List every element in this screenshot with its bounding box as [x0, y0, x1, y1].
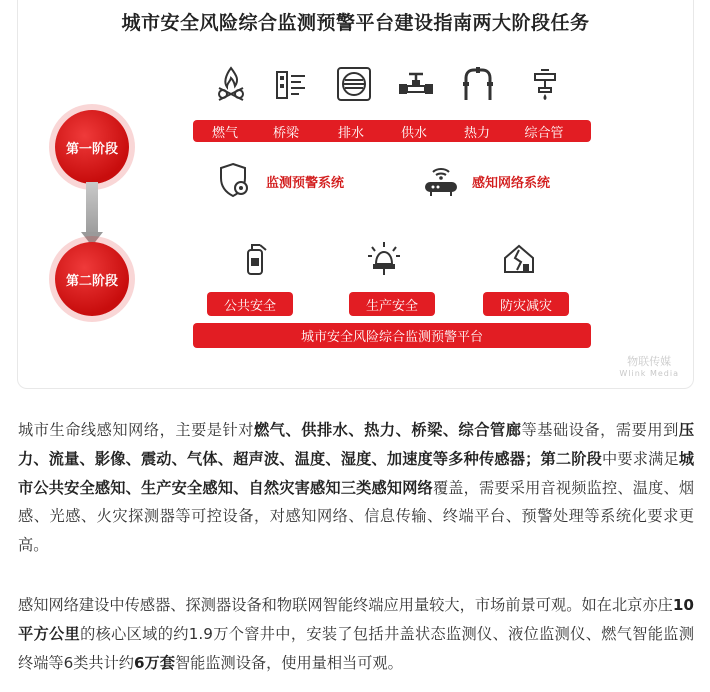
categories-bar [193, 120, 591, 142]
public-safety-pill: 公共安全 [207, 292, 293, 316]
gas-flame-icon [211, 64, 251, 104]
p1-text-1: 城市生命线感知网络，主要是针对 [18, 421, 255, 439]
p2-bold-1: 10平方公里 [18, 596, 694, 643]
category-heating: 热力 [463, 125, 490, 141]
shield-gear-icon [215, 160, 255, 200]
watermark-en: Wlink Media [619, 369, 679, 378]
p1-text-2: 等基础设备，需要用到 [521, 421, 679, 439]
production-safety-pill: 生产安全 [349, 292, 435, 316]
p2-text-2: 的核心区域的约1.9万个窨井中，安装了包括井盖状态监测仪、液位监测仪、燃气智能监测终端等6类共计约 [18, 624, 695, 672]
p2-text-1: 感知网络建设中传感器、探测器设备和物联网智能终端应用量较大，市场前景可观。如在北京亦庄 [18, 596, 673, 614]
stage1-circle [55, 110, 129, 184]
drainage-grate-icon [334, 64, 374, 104]
category-drainage: 排水 [337, 125, 364, 141]
platform-label: 城市安全风险综合监测预警平台 [300, 330, 483, 345]
watermark-cn: 物联传媒 [627, 355, 672, 368]
disaster-prevention-pill: 防灾减灾 [483, 292, 569, 316]
p1-bold-3: 城市公共安全感知、生产安全感知、自然灾害感知三类感知网络 [18, 449, 695, 497]
heating-pipe-icon [458, 64, 498, 104]
stage2-circle [55, 242, 129, 316]
platform-bar [193, 323, 591, 348]
stage1-label: 第一阶段 [65, 141, 118, 157]
monitoring-system-label: 监测预警系统 [266, 176, 345, 191]
watermark [619, 356, 679, 380]
infographic-figure [17, 0, 694, 389]
p2-bold-2: 6万套 [133, 653, 175, 672]
utility-tunnel-icon [525, 64, 565, 104]
bridge-icon [271, 64, 311, 104]
category-water-supply: 供水 [400, 125, 427, 141]
stage2-label: 第二阶段 [65, 273, 118, 289]
category-utility-tunnel: 综合管 [524, 125, 564, 141]
disaster-house-icon [499, 238, 539, 278]
fire-extinguisher-icon [235, 238, 275, 278]
p1-text-3: 中要求满足 [601, 449, 679, 468]
sensor-network-icon [421, 160, 461, 200]
water-valve-icon [396, 64, 436, 104]
category-bridge: 桥梁 [272, 125, 299, 141]
p1-bold-1: 燃气、供排水、热力、桥梁、综合管廊 [254, 421, 522, 439]
figure-title: 城市安全风险综合监测预警平台建设指南两大阶段任务 [121, 12, 590, 34]
paragraph-1 [18, 416, 694, 560]
p1-bold-2: 压力、流量、影像、震动、气体、超声波、温度、湿度、加速度等多种传感器；第二阶段 [18, 421, 695, 468]
p2-text-3: 智能监测设备，使用量相当可观。 [174, 653, 403, 672]
sensor-network-system-label: 感知网络系统 [472, 176, 551, 191]
p1-text-4: 覆盖，需要采用音视频监控、温度、烟感、光感、火灾探测器等可控设备，对感知网络、信息传输、终端平台、预警处理等系统化要求更高。 [18, 478, 695, 555]
category-gas: 燃气 [211, 125, 238, 141]
arrow-shaft [86, 182, 98, 236]
paragraph-2 [18, 591, 694, 677]
alarm-light-icon [364, 238, 404, 278]
